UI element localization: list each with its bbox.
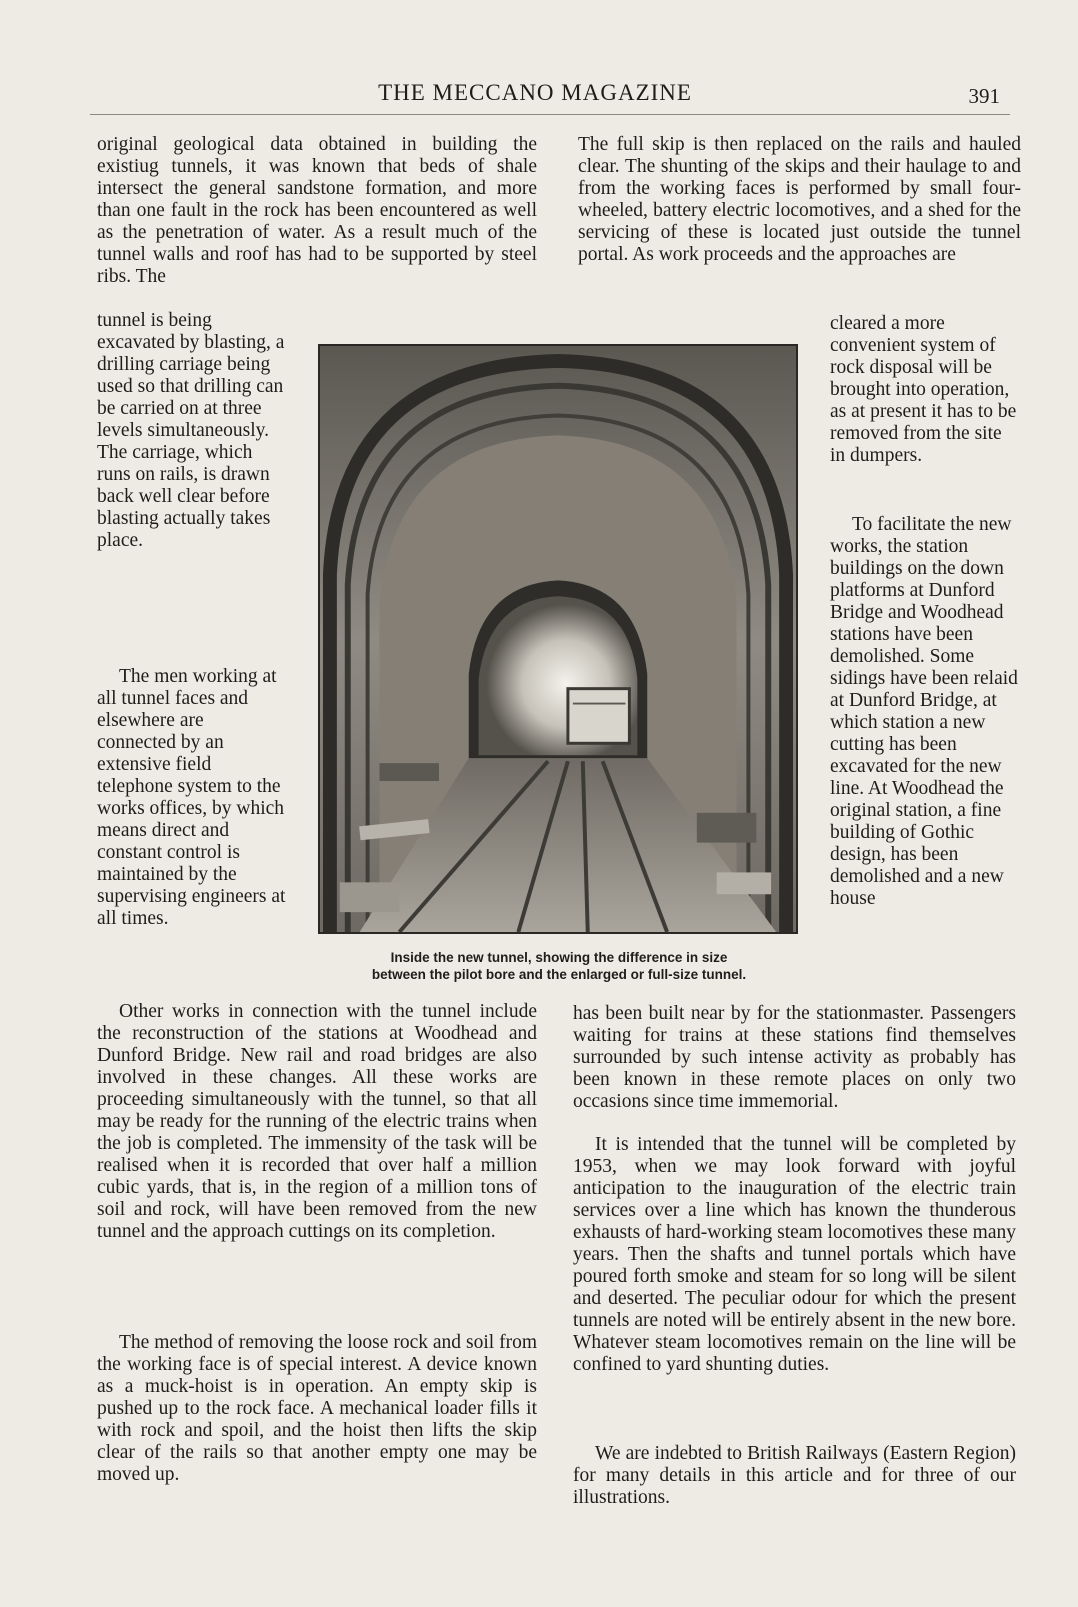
right-column-paragraph-acknowledgement: We are indebted to British Railways (Eastern Region) for many details in this article and for three of our illustrations. (573, 1443, 1016, 1508)
left-wrap-paragraph-telephone: The men working at all tunnel faces and elsewhere are connected by an extensive field telephone system to the works offices, by which means direct and constant control is maintained by the supervising engineers at all times. (97, 666, 286, 929)
left-column-paragraph-top: original geological data obtained in building the existiug tunnels, it was known that beds of shale intersect the general sandstone formation, and more than one fault in the rock has been encountered as well as the penetration of water. As a result much of the tunnel walls and roof has had to be supported by steel ribs. The (97, 134, 537, 287)
page-number: 391 (968, 84, 1000, 108)
right-column-paragraph-stationmaster: has been built near by for the stationmaster. Passengers waiting for trains at these stations find themselves surrounded by such intense activity as probably has been known in these remote places on only two occasions since time immemorial. (573, 1003, 1016, 1112)
tunnel-photograph (318, 344, 798, 934)
photo-caption (318, 949, 800, 983)
tunnel-photograph-image (320, 346, 796, 932)
right-wrap-paragraph-stations: To facilitate the new works, the station buildings on the down platforms at Dunford Bridge and Woodhead stations have been demolished. Some sidings have been relaid at Dunford Bridge, at which station a new cutting has been excavated for the new line. At Woodhead the original station, a fine building of Gothic design, has been demolished and a new house (830, 514, 1018, 909)
right-column-paragraph-top: The full skip is then replaced on the rails and hauled clear. The shunting of the skips and their haulage to and from the working faces is performed by small four-wheeled, battery electric locomotives, and a shed for the servicing of these is located just outside the tunnel portal. As work proceeds and the approaches are (578, 134, 1021, 265)
left-column-paragraph-other-works: Other works in connection with the tunnel include the reconstruction of the stations at Woodhead and Dunford Bridge. New rail and road bridges are also involved in these changes. All these works are proceeding simultaneously with the tunnel, so that all may be ready for the running of the electric trains when the job is completed. The immensity of the task will be realised when it is recorded that over half a million cubic yards, that is, in the region of a million tons of soil and rock, will have been removed from the new tunnel and the approach cuttings on its completion. (97, 1001, 537, 1242)
right-column-paragraph-completion: It is intended that the tunnel will be completed by 1953, when we may look forward with joyful anticipation to the inauguration of the electric train services over a line which has known the thunderous exhausts of hard-working steam locomotives these many years. Then the shafts and tunnel portals which have poured forth smoke and steam for so long will be silent and deserted. The peculiar odour for which the present tunnels are noted will be entirely absent in the new bore. Whatever steam locomotives remain on the line will be confined to yard shunting duties. (573, 1134, 1016, 1375)
running-title: THE MECCANO MAGAZINE (378, 80, 692, 105)
right-wrap-paragraph-rock-disposal: cleared a more convenient system of rock disposal will be brought into operation, as at present it has to be removed from the site in dumpers. (830, 313, 1017, 466)
left-wrap-paragraph-drilling: tunnel is being excavated by blasting, a drilling carriage being used so that drilling can be carried on at three levels simultaneously. The carriage, which runs on rails, is drawn back well clear before blasting actually takes place. (97, 310, 285, 551)
photo-caption-line-2: between the pilot bore and the enlarged or full-size tunnel. (371, 967, 747, 982)
photo-caption-line-1: Inside the new tunnel, showing the difference in size (390, 950, 728, 965)
header-rule (90, 114, 1010, 115)
page-header (90, 80, 1030, 112)
left-column-paragraph-muck-hoist: The method of removing the loose rock and soil from the working face is of special interest. A device known as a muck-hoist is in operation. An empty skip is pushed up to the rock face. A mechanical loader fills it with rock and spoil, and the hoist then lifts the skip clear of the rails so that another empty one may be moved up. (97, 1332, 537, 1485)
